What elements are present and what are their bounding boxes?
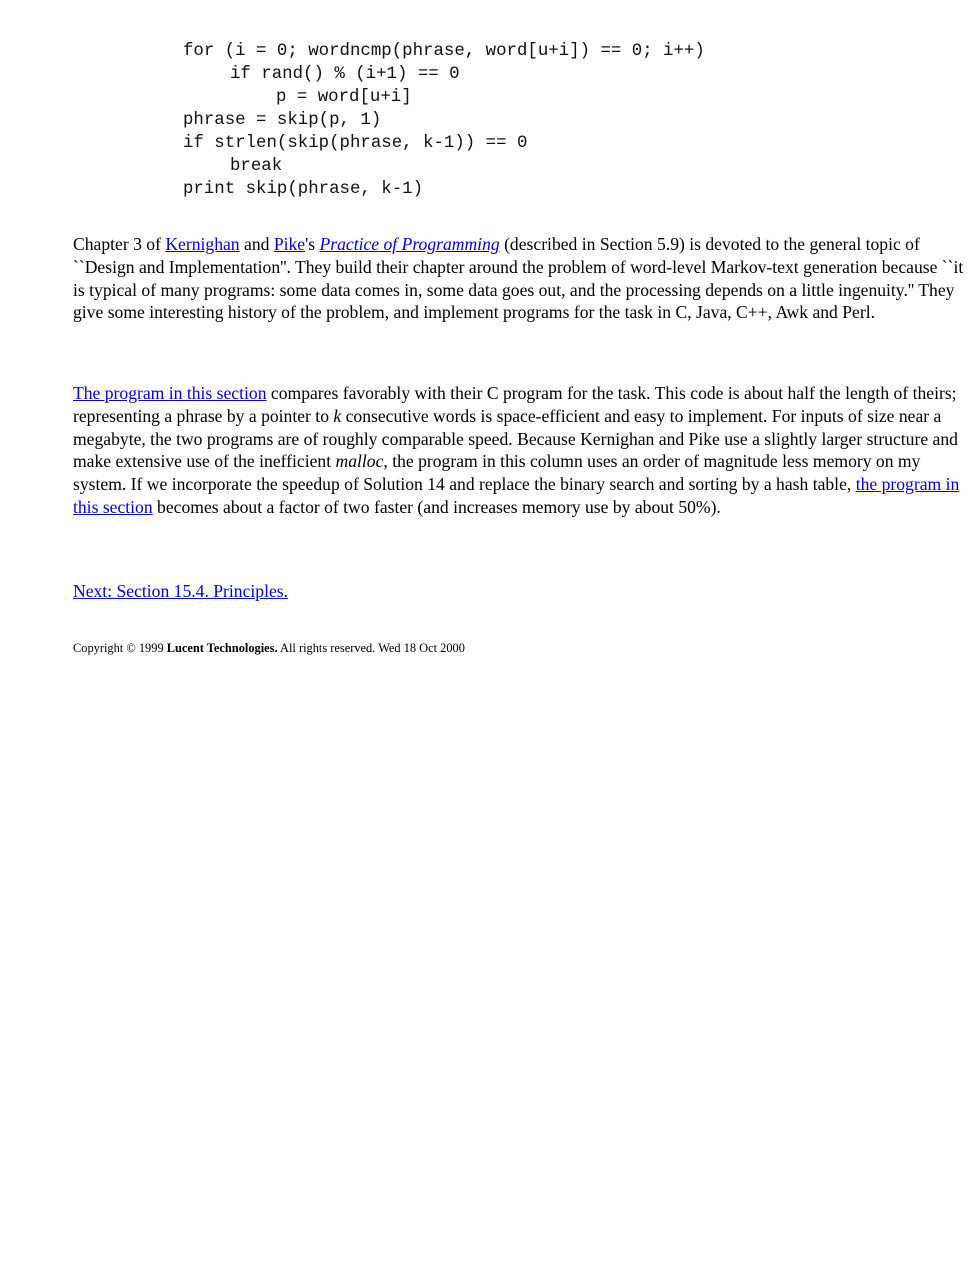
copyright-suffix: All rights reserved. Wed 18 Oct 2000 — [277, 641, 465, 655]
text-span: becomes about a factor of two faster (and increases memory use by about 50%). — [152, 496, 721, 517]
code-line: p = word[u+i] — [276, 88, 412, 107]
text-span: and — [239, 234, 274, 254]
paragraph-comparison — [73, 382, 968, 519]
paragraph-kernighan-pike — [73, 233, 968, 324]
book-title: Practice of Programming — [319, 234, 500, 254]
copyright-footer — [73, 640, 465, 656]
text-span: , the program in this column uses an order of magnitude less memory on my system. If we incorporate the speedup of Solution 14 and replace the binary search and sorting by a hash table, — [73, 451, 921, 495]
code-line: if rand() % (i+1) == 0 — [230, 65, 460, 84]
code-line: print skip(phrase, k-1) — [183, 180, 424, 199]
pike-link[interactable]: Pike — [273, 234, 306, 254]
code-line: for (i = 0; wordncmp(phrase, word[u+i]) == 0; i++) — [183, 42, 705, 61]
text-span: compares favorably with their C program for the task. This code is about half the length of theirs; representing a phrase by a pointer to — [73, 383, 957, 426]
code-line: phrase = skip(p, 1) — [183, 111, 382, 130]
program-section-link-2[interactable]: the program in this section — [73, 474, 960, 517]
program-section-link[interactable]: The program in this section — [73, 383, 267, 403]
text-span: Chapter 3 of — [73, 234, 166, 254]
company-name: Lucent Technologies. — [166, 641, 278, 655]
kernighan-link[interactable]: Kernighan — [165, 234, 240, 254]
text-span: 's — [305, 234, 320, 254]
code-line: break — [230, 157, 283, 176]
italic-malloc: malloc — [335, 451, 384, 472]
italic-k: k — [333, 405, 342, 426]
next-section-link[interactable]: Next: Section 15.4. Principles. — [73, 581, 289, 601]
copyright-prefix: Copyright © 1999 — [73, 641, 167, 655]
text-span: (described in Section 5.9) is devoted to the general topic of ``Design and Implementation''. They build their chapter around the problem of word-level Markov-text generation because ``it is typical of many programs: some data comes in, some data goes out, and the processing depends on a little ingenuity.'' They give some interesting history of the problem, and implement programs for the task in C, Java, C++, Awk and Perl. — [73, 234, 964, 323]
code-line: if strlen(skip(phrase, k-1)) == 0 — [183, 134, 528, 153]
text-span: consecutive words is space-efficient and easy to implement. For inputs of size near a megabyte, the two programs are of roughly comparable speed. Because Kernighan and Pike use a slightly larger structure and make extensive use of the inefficient — [73, 405, 958, 472]
code-listing — [183, 40, 705, 201]
practice-of-programming-link[interactable] — [320, 234, 500, 254]
